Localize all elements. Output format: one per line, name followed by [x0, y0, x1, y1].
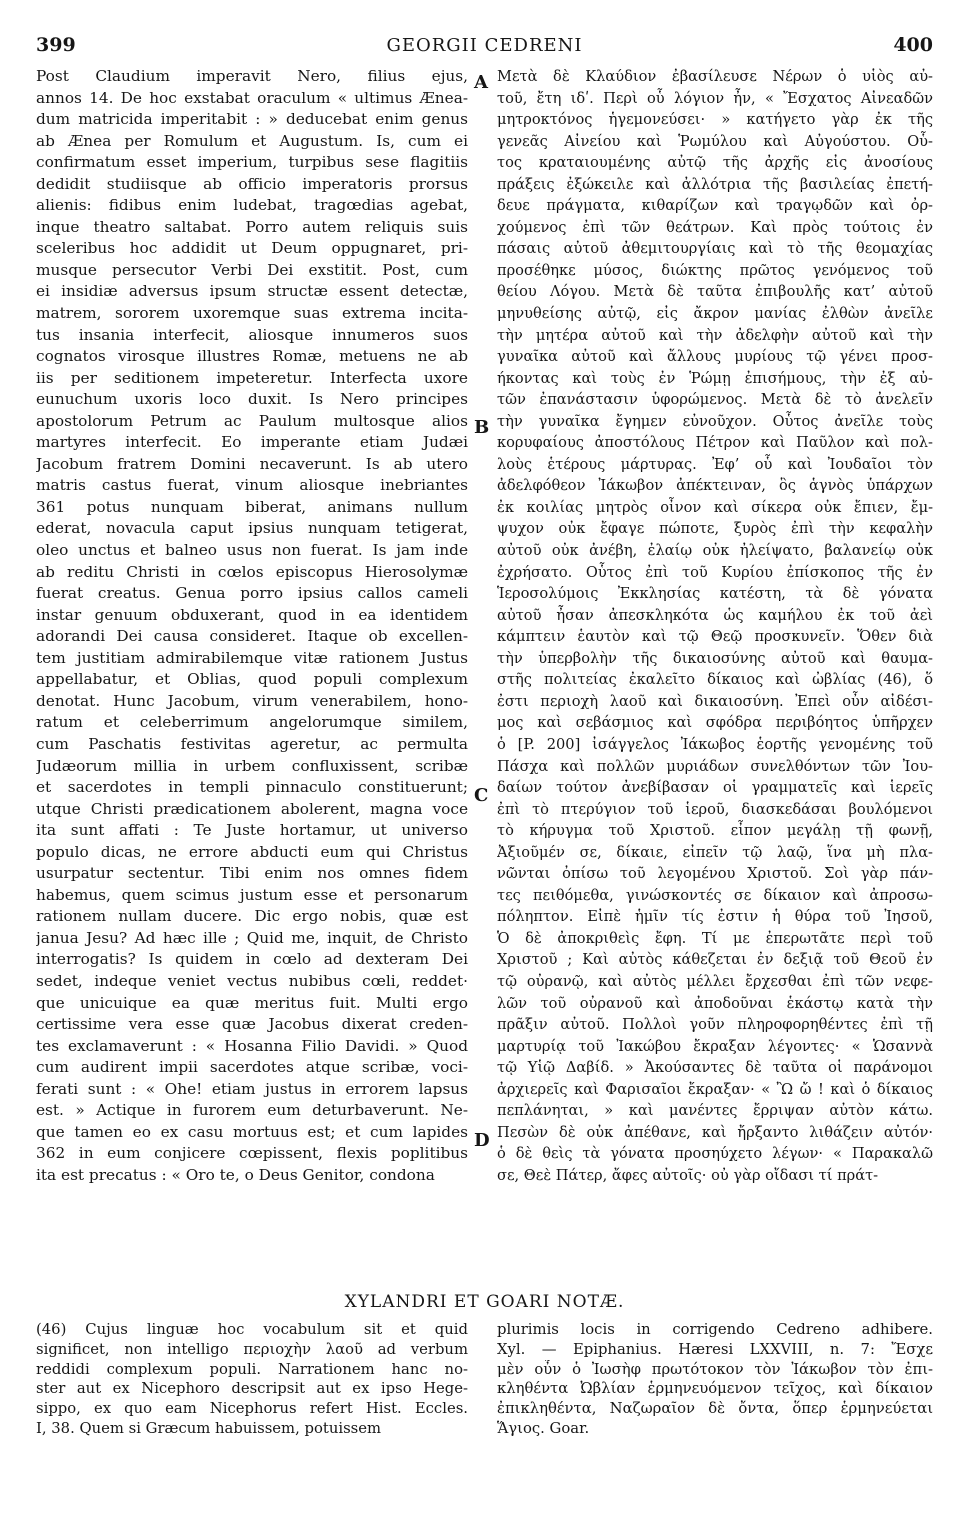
- latin-text-line: denotat. Hunc Jacobum, virum venerabilem, hono-: [36, 691, 468, 710]
- latin-text-line: ei insidiæ adversus ipsum structæ essent detectæ,: [36, 282, 468, 301]
- greek-text-line: μαρτυρίᾳ τοῦ Ἰακώβου ἔκραξαν λέγοντες· « Ὡσαννὰ: [497, 1037, 933, 1055]
- margin-letter-b: B: [474, 417, 490, 438]
- latin-text-line: eunuchum uxoris loco duxit. Is Nero principes: [36, 390, 468, 409]
- greek-text-line: κάμπτειν ἑαυτὸν καὶ τῷ Θεῷ προσκυνεῖν. Ὅθεν διὰ: [497, 628, 933, 646]
- latin-text-line: Judæorum millia in urbem confluxissent, scribæ: [36, 756, 468, 775]
- note-line: reddidi complexum populi. Narrationem hanc no-: [36, 1360, 468, 1378]
- note-line: I, 38. Quem si Græcum habuissem, potuissem: [36, 1419, 382, 1437]
- latin-text-line: que unicuique ea quæ meritus fuit. Multi ergo: [36, 993, 468, 1012]
- latin-text-line: ab Ænea per Romulum et Augustum. Is, cum ei: [36, 131, 468, 150]
- greek-text-line: αὐτοῦ ἦσαν ἀπεσκληκότα ὡς καμήλου ἐκ τοῦ ἀεὶ: [497, 606, 933, 624]
- latin-text-line: que tamen eo ex casu mortuus est; et cum lapides: [36, 1122, 468, 1141]
- latin-text-line: habemus, quem scimus justum esse et personarum: [36, 885, 468, 904]
- latin-text-line: ita est precatus : « Oro te, o Deus Genitor, condona: [36, 1165, 435, 1184]
- greek-text-line: πράξεις ἐξώκειλε καὶ ἀλλότρια τῆς βασιλείας ἐπετή-: [497, 175, 933, 193]
- latin-text-line: cum audirent impii sacerdotes atque scribæ, voci-: [36, 1058, 468, 1077]
- greek-text-line: προσέθηκε μύσος, διώκτης πρῶτος γενόμενος τοῦ: [497, 261, 933, 279]
- latin-text-line: cum Paschatis festivitas ageretur, ac permulta: [36, 734, 468, 753]
- note-line: Xyl. — Epiphanius. Hæresi LXXVIII, n. 7: Ἔσχε: [497, 1340, 933, 1358]
- greek-text-line: δευε πράγματα, κιθαρίζων καὶ τραγῳδῶν καὶ ὀρ-: [497, 197, 933, 215]
- margin-letter-a: A: [474, 72, 488, 93]
- greek-text-line: τὴν ὑπερβολὴν τῆς δικαιοσύνης αὐτοῦ καὶ θαυμα-: [497, 649, 933, 667]
- greek-text-line: τὴν μητέρα αὐτοῦ καὶ τὴν ἀδελφὴν αὐτοῦ καὶ τὴν: [497, 326, 933, 344]
- latin-text-line: oleo unctus et balneo usus non fuerat. Is jam inde: [36, 541, 468, 560]
- greek-text-line: τὴν γυναῖκα ἔγημεν εὐνοῦχον. Οὗτος ἀνεῖλε τοὺς: [497, 412, 933, 430]
- latin-text-line: confirmatum esset imperium, turpibus sese flagitiis: [36, 153, 468, 172]
- greek-text-line: κορυφαίους ἀποστόλους Πέτρον καὶ Παῦλον καὶ πολ-: [497, 434, 933, 452]
- latin-text-line: musque persecutor Verbi Dei exstitit. Post, cum: [36, 260, 468, 279]
- notes-heading: XYLANDRI ET GOARI NOTÆ.: [344, 1292, 625, 1312]
- greek-text-line: τῶν ἐπανάστασιν ὑφορώμενος. Μετὰ δὲ τὸ ἀνελεῖν: [497, 391, 933, 409]
- note-line: Ἅγιος. Goar.: [497, 1419, 590, 1437]
- greek-text-line: δαίων τούτον ἀνεβίβασαν οἱ γραμματεῖς καὶ ἱερεῖς: [497, 779, 933, 797]
- latin-text-line: certissime vera esse quæ Jacobus dixerat creden-: [36, 1015, 468, 1034]
- latin-text-line: Post Claudium imperavit Nero, filius ejus,: [36, 67, 468, 85]
- note-line: ἐπικληθέντα, Ναζωραῖον δὲ ὄντα, ὅπερ ἑρμηνεύεται: [497, 1400, 933, 1418]
- greek-text-line: ήκοντας καὶ τοὺς ἐν Ῥώμῃ ἐπισήμους, τὴν ἐξ αὐ-: [497, 369, 933, 387]
- greek-text-line: τος κραταιουμένης αὐτῷ τῆς ἀρχῆς εἰς ἀνοσίους: [497, 154, 933, 172]
- latin-text-line: est. » Actique in furorem eum deturbaverunt. Ne-: [36, 1101, 468, 1120]
- greek-text-line: πάσαις αὐτοῦ ἀθεμιτουργίαις καὶ τὸ τῆς θεομαχίας: [497, 240, 933, 258]
- greek-text-line: ἐχρήσατο. Οὗτος ἐπὶ τοῦ Κυρίου ἐπίσκοπος τῆς ἐν: [497, 563, 933, 581]
- latin-text-line: usurpatur sectentur. Tibi enim nos omnes fidem: [36, 864, 468, 883]
- latin-text-line: et sacerdotes in templi pinnaculo constituerunt;: [36, 778, 468, 797]
- note-line: ster aut ex Nicephoro descripsit aut ex ipso Hege-: [36, 1380, 468, 1398]
- greek-text-line: μος καὶ σεβάσμιος καὶ σφόδρα περιβόητος ὑπῆρχεν: [497, 714, 933, 732]
- latin-text-line: adorandi Dei causa consideret. Itaque ob excellen-: [36, 627, 468, 646]
- greek-text-line: Ὁ δὲ ἀποκριθεὶς ἔφη. Τί με ἐπερωτᾶτε περὶ τοῦ: [497, 929, 933, 947]
- margin-letter-d: D: [474, 1130, 490, 1151]
- latin-text-line: alienis: fidibus enim ludebat, tragœdias agebat,: [36, 196, 468, 215]
- greek-text-line: νῶνται ὀπίσω τοῦ λεγομένου Χριστοῦ. Σοὶ γὰρ πάν-: [497, 865, 933, 883]
- latin-text-line: sceleribus hoc addidit ut Deum oppugnaret, pri-: [36, 239, 468, 258]
- note-line: significet, non intelligo περιοχὴν λαοῦ ad verbum: [36, 1340, 468, 1358]
- latin-text-line: instar genuum obduxerant, quod in ea identidem: [36, 605, 468, 624]
- latin-text-line: annos 14. De hoc exstabat oraculum « ultimus Æneа-: [36, 88, 468, 107]
- greek-text-line: γυναῖκα αὐτοῦ καὶ ἄλλους μυρίους τῷ γένει προσ-: [497, 348, 933, 366]
- latin-text-line: apostolorum Petrum ac Paulum multosque alios: [36, 411, 468, 430]
- greek-text-line: μητροκτόνος ἡγεμονεύσει· » κατήγετο γὰρ ἐκ τῆς: [497, 111, 933, 129]
- note-line: (46) Cujus linguæ hoc vocabulum sit et quid: [36, 1321, 468, 1338]
- greek-text-line: ὁ δὲ θεὶς τὰ γόνατα προσηύχετο λέγων· « Παρακαλῶ: [497, 1145, 933, 1163]
- greek-text-line: Μετὰ δὲ Κλαύδιον ἐβασίλευσε Νέρων ὁ υἱὸς αὐ-: [497, 68, 933, 85]
- notes-left-column: [36, 1320, 468, 1439]
- latin-text-line: ederat, novacula caput ipsius nunquam tetigerat,: [36, 519, 468, 538]
- greek-text-line: στῆς πολιτείας ἐκαλεῖτο δίκαιος καὶ ὠβλίας (46), ὅ: [497, 671, 933, 689]
- latin-text-line: appellabatur, et Oblias, quod populi complexum: [36, 670, 468, 689]
- latin-text-line: tem justitiam admirabilemque vitæ rationem Justus: [36, 648, 468, 667]
- greek-text-line: λοὺς ἑτέρους μάρτυρας. Ἐφ’ οὗ καὶ Ἰουδαῖοι τὸν: [497, 455, 933, 473]
- greek-text-line: ἐστι περιοχὴ λαοῦ καὶ δικαιοσύνη. Ἐπεὶ οὖν αἰδέσι-: [497, 692, 933, 710]
- latin-text-line: utque Christi prædicationem abolerent, magna voce: [36, 799, 468, 818]
- greek-text-line: τοῦ, ἔτη ιδʹ. Περὶ οὗ λόγιον ἦν, « Ἔσχατος Αἰνεαδῶν: [497, 89, 933, 107]
- latin-text-line: matris castus fuerat, vinum aliosque inebriantes: [36, 476, 468, 495]
- latin-text-line: fuerat creatus. Genua porro ipsius callos cameli: [36, 584, 468, 603]
- running-title: GEORGII CEDRENI: [386, 35, 583, 56]
- greek-text-line: Ἀξιοῦμέν σε, δίκαιε, εἰπεῖν τῷ λαῷ, ἵνα μὴ πλα-: [497, 843, 933, 861]
- greek-text-line: θείου Λόγου. Μετὰ δὲ ταῦτα ἐπιβουλῆς κατ’ αὐτοῦ: [497, 283, 933, 301]
- greek-text-line: σε, Θεὲ Πάτερ, ἄφες αὐτοῖς· οὐ γὰρ οἴδασι τί πράτ-: [497, 1166, 879, 1184]
- greek-text-line: πεπλάνηται, » καὶ μανέντες ἔρριψαν αὐτὸν κάτω.: [497, 1102, 933, 1120]
- latin-text-line: ab reditu Christi in cœlos episcopus Hierosolymæ: [36, 562, 468, 581]
- greek-text-line: Πεσὼν δὲ οὐκ ἀπέθανε, καὶ ἤρξαντο λιθάζειν αὐτόν·: [497, 1123, 933, 1141]
- greek-text-line: ὁ [P. 200] ἰσάγγελος Ἰάκωβος ἑορτῆς γενομένης τοῦ: [497, 735, 933, 753]
- greek-text-line: Πάσχα καὶ πολλῶν μυριάδων συνελθόντων τῶν Ἰου-: [497, 757, 933, 775]
- greek-text-line: ἐκ κοιλίας μητρὸς οἶνον καὶ σίκερα οὐκ ἔπιεν, ἔμ-: [497, 498, 933, 516]
- latin-text-line: ita sunt affati : Te Juste hortamur, ut universo: [36, 821, 468, 840]
- latin-text-line: inque theatro saltabat. Porro autem reliquis suis: [36, 217, 468, 236]
- greek-text-line: πόληπτον. Εἰπὲ ἡμῖν τίς ἐστιν ἡ θύρα τοῦ Ἰησοῦ,: [497, 908, 933, 926]
- latin-text-line: 361 potus nunquam biberat, animans nullum: [36, 497, 468, 516]
- latin-text-line: populo dicas, ne errore abducti eum qui Christus: [36, 842, 468, 861]
- latin-text-line: cognatos virosque illustres Romæ, metuens ne ab: [36, 347, 468, 366]
- greek-text-line: τῷ Υἱῷ Δαβίδ. » Ἀκούσαντες δὲ ταῦτα οἱ παράνομοι: [497, 1059, 933, 1077]
- latin-text-line: dedidit studiisque ab officio imperatoris prorsus: [36, 174, 468, 193]
- page-header: [36, 30, 933, 60]
- latin-text-line: janua Jesu? Ad hæc ille ; Quid me, inquit, de Christo: [36, 928, 468, 947]
- latin-text-line: ferati sunt : « Ohe! etiam justus in errorem lapsus: [36, 1079, 468, 1098]
- latin-text-column: [36, 66, 468, 1186]
- greek-text-line: πρᾶξιν αὐτοῦ. Πολλοὶ γοῦν πληροφορηθέντες ἐπὶ τῇ: [497, 1016, 933, 1034]
- note-line: sippo, ex quo eam Nicephorus refert Hist. Eccles.: [36, 1400, 468, 1418]
- latin-text-line: ratum et celeberrimum angelorumque similem,: [36, 713, 468, 732]
- latin-text-line: rationem nullam ducere. Dic ergo nobis, quæ est: [36, 907, 468, 926]
- margin-letter-c: C: [474, 785, 489, 806]
- greek-text-line: Χριστοῦ ; Καὶ αὐτὸς κάθεζεται ἐν δεξιᾷ τοῦ Θεοῦ ἐν: [497, 951, 933, 969]
- right-page-number: 400: [893, 34, 933, 56]
- latin-text-line: tes exclamaverunt : « Hosanna Filio Davidi. » Quod: [36, 1036, 468, 1055]
- latin-text-line: matrem, sororem uxoremque suas extrema incita-: [36, 304, 468, 323]
- greek-text-line: μηνυθείσης αὐτῷ, εἰς ἄκρον μανίας ἐλθὼν ἀνεῖλε: [497, 305, 933, 323]
- greek-text-line: τῷ οὐρανῷ, καὶ αὐτὸς μέλλει ἔρχεσθαι ἐπὶ τῶν νεφε-: [497, 972, 933, 990]
- left-page-number: 399: [36, 34, 76, 56]
- latin-text-line: sedet, indeque veniet vectus nubibus cœli, reddet·: [36, 971, 468, 990]
- note-line: κληθέντα Ὠβλίαν ἑρμηνευόμενον τεῖχος, καὶ δίκαιον: [497, 1380, 933, 1398]
- latin-text-line: iis per seditionem impeteretur. Interfecta uxore: [36, 368, 468, 387]
- latin-text-line: martyres interfecit. Eo imperante etiam Judæi: [36, 433, 468, 452]
- greek-text-line: χούμενος ἐπὶ τῶν θεάτρων. Καὶ πρὸς τούτοις ἐν: [497, 218, 933, 236]
- greek-text-column: [497, 66, 933, 1186]
- greek-text-line: Ἱεροσολύμοις Ἐκκλησίας κατέστη, τὰ δὲ γόνατα: [497, 585, 933, 603]
- greek-text-line: τες πειθόμεθα, γινώσκοντές σε δίκαιον καὶ ἀπροσω-: [497, 886, 933, 904]
- notes-right-column: [497, 1320, 933, 1439]
- greek-text-line: ψυχον οὐκ ἔφαγε πώποτε, ξυρὸς ἐπὶ τὴν κεφαλὴν: [497, 520, 933, 538]
- greek-text-line: ἀδελφόθεον Ἰάκωβον ἀπέκτειναν, ὃς ἁγνὸς ὑπάρχων: [497, 477, 933, 495]
- latin-text-line: Jacobum fratrem Domini necaverunt. Is ab utero: [36, 454, 468, 473]
- greek-text-line: αὐτοῦ οὐκ ἀνέβη, ἐλαίῳ οὐκ ἠλείψατο, βαλανείῳ οὐκ: [497, 542, 933, 560]
- greek-text-line: ἀρχιερεῖς καὶ Φαρισαῖοι ἔκραξαν· « Ὢ ὤ ! καὶ ὁ δίκαιος: [497, 1080, 933, 1098]
- latin-text-line: tus insania interfecit, aliosque innumeros suos: [36, 325, 468, 344]
- greek-text-line: λῶν τοῦ οὐρανοῦ καὶ ἀποδοῦναι ἑκάστῳ κατὰ τὴν: [497, 994, 933, 1012]
- latin-text-line: dum matricida imperitabit : » deducebat enim genus: [36, 110, 468, 129]
- latin-text-line: interrogatis? Is quidem in cœlo ad dexteram Dei: [36, 950, 468, 969]
- greek-text-line: τὸ κήρυγμα τοῦ Χριστοῦ. εἶπον μεγάλῃ τῇ φωνῇ,: [497, 822, 933, 840]
- note-line: μὲν οὖν ὁ Ἰωσὴφ πρωτότοκον τὸν Ἰάκωβον τὸν ἐπι-: [497, 1360, 933, 1378]
- greek-text-line: γενεᾶς Αἰνείου καὶ Ῥωμύλου καὶ Αὐγούστου. Οὗ-: [497, 132, 933, 150]
- latin-text-line: 362 in eum conjicere cœpissent, flexis poplitibus: [36, 1144, 468, 1163]
- greek-text-line: ἐπὶ τὸ πτερύγιον τοῦ ἱεροῦ, διασκεδάσαι βουλόμενοι: [497, 800, 933, 818]
- note-line: plurimis locis in corrigendo Cedreno adhibere.: [497, 1321, 933, 1338]
